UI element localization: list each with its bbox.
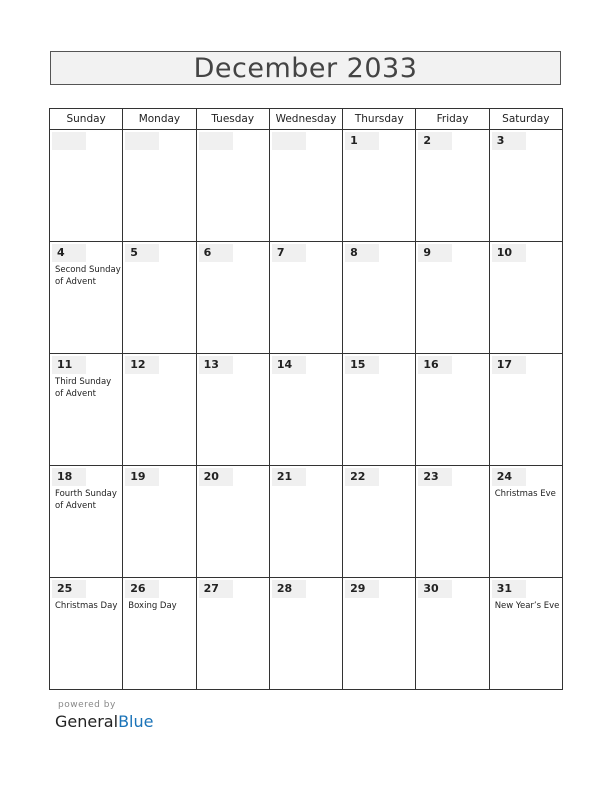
day-number: 17 [492,356,526,374]
day-number: 6 [199,244,233,262]
day-number: 27 [199,580,233,598]
day-cell [343,354,416,466]
holiday-label: Boxing Day [128,601,177,611]
day-cell [123,354,196,466]
day-number: 8 [345,244,379,262]
day-number: 16 [418,356,452,374]
weekday-thursday: Thursday [343,109,416,130]
day-number: 1 [345,132,379,150]
day-number: 30 [418,580,452,598]
day-number: 21 [272,468,306,486]
day-number: 11 [52,356,86,374]
week-row [50,130,563,242]
week-row [50,578,563,690]
day-number: 2 [418,132,452,150]
generalblue-logo [55,712,153,731]
day-number: 10 [492,244,526,262]
day-cell [343,466,416,578]
day-cell [123,578,196,690]
day-cell [343,130,416,242]
day-cell [489,242,562,354]
day-cell [489,578,562,690]
day-cell [196,466,269,578]
brand-blue-text: Blue [118,712,154,731]
day-cell [196,578,269,690]
day-number: 12 [125,356,159,374]
day-cell [50,130,123,242]
holiday-label: New Year’s Eve [494,601,560,611]
day-number: 22 [345,468,379,486]
weekday-tuesday: Tuesday [196,109,269,130]
day-cell [416,466,489,578]
holiday-label: Christmas Eve [494,489,556,499]
day-cell [196,130,269,242]
day-cell [123,242,196,354]
day-number: 20 [199,468,233,486]
day-number: 15 [345,356,379,374]
day-number: 4 [52,244,86,262]
day-cell [489,466,562,578]
day-cell [343,242,416,354]
weekday-header-row [50,109,563,130]
holiday-label: Fourth Sunday of Advent [55,489,117,511]
day-number: 26 [125,580,159,598]
day-number: 7 [272,244,306,262]
weekday-saturday: Saturday [489,109,562,130]
day-number: 24 [492,468,526,486]
calendar-title: December 2033 [193,52,418,84]
day-number [199,132,233,150]
week-row [50,354,563,466]
day-cell [269,354,342,466]
day-number: 28 [272,580,306,598]
powered-by-label: powered by [58,700,116,710]
day-number: 14 [272,356,306,374]
day-cell [123,130,196,242]
week-row [50,466,563,578]
day-cell [269,242,342,354]
weekday-wednesday: Wednesday [269,109,342,130]
day-cell [269,466,342,578]
day-number: 31 [492,580,526,598]
day-cell [269,130,342,242]
day-number [52,132,86,150]
day-cell [123,466,196,578]
day-cell [343,578,416,690]
day-number: 18 [52,468,86,486]
day-number: 13 [199,356,233,374]
week-row [50,242,563,354]
day-cell [50,466,123,578]
day-number: 19 [125,468,159,486]
day-cell [269,578,342,690]
brand-general-text: General [55,712,119,731]
day-cell [50,242,123,354]
day-number: 29 [345,580,379,598]
day-number: 25 [52,580,86,598]
day-cell [416,130,489,242]
weekday-sunday: Sunday [50,109,123,130]
holiday-label: Christmas Day [55,601,118,611]
day-cell [196,242,269,354]
day-cell [416,354,489,466]
holiday-label: Second Sunday of Advent [55,265,121,287]
day-number [125,132,159,150]
day-cell [416,242,489,354]
day-cell [489,354,562,466]
day-number: 23 [418,468,452,486]
day-cell [50,578,123,690]
calendar-body [50,130,563,690]
day-number: 9 [418,244,452,262]
calendar-grid [49,108,563,690]
day-cell [489,130,562,242]
day-number [272,132,306,150]
weekday-friday: Friday [416,109,489,130]
calendar-title-box [50,51,561,85]
weekday-monday: Monday [123,109,196,130]
day-number: 3 [492,132,526,150]
day-cell [416,578,489,690]
day-number: 5 [125,244,159,262]
day-cell [50,354,123,466]
footer [55,700,153,731]
holiday-label: Third Sunday of Advent [55,377,112,399]
day-cell [196,354,269,466]
